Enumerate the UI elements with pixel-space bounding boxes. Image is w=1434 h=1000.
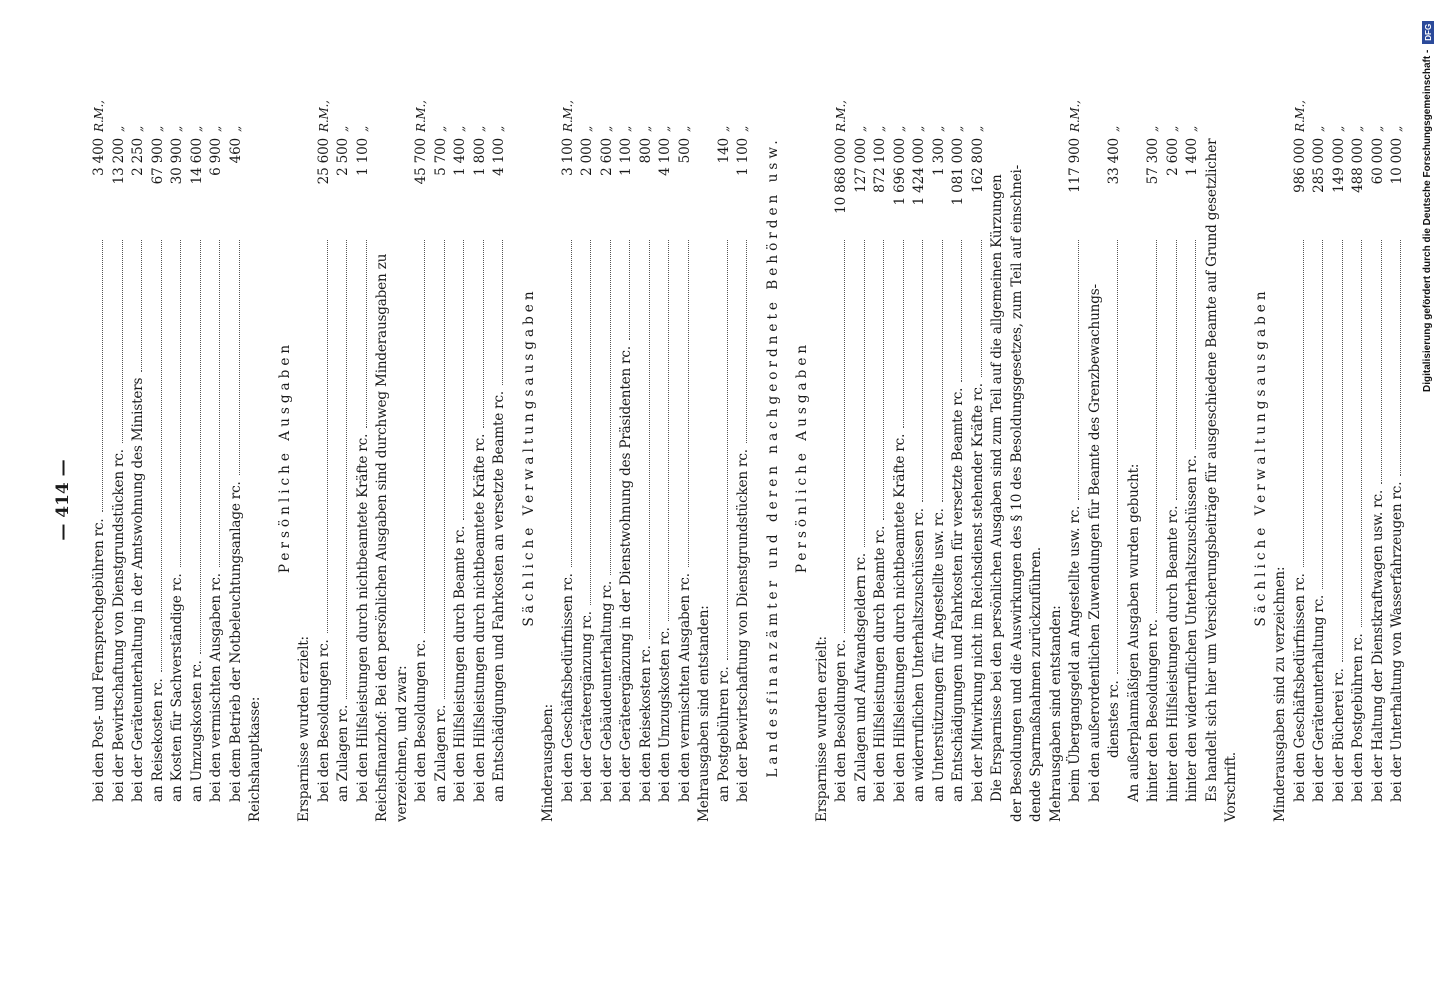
row-unit: „ [1351, 125, 1365, 132]
row-label: bei den Post- und Fernsprechgebühren rc. [91, 518, 107, 802]
row-amount: 1 300 [930, 138, 947, 176]
amount-row [637, 92, 657, 822]
dot-leader [366, 240, 367, 428]
row-label: dienstes rc. [1106, 680, 1122, 758]
row-label: bei den Hilfsleistungen durch Beamte rc. [872, 525, 888, 802]
dot-leader [903, 240, 904, 428]
dot-leader [629, 240, 630, 340]
row-amount: 1 400 [452, 138, 468, 176]
amount-row [949, 92, 969, 822]
dot-leader [219, 240, 220, 567]
row-amount: 10 868 000 [833, 138, 849, 214]
amount-row [1183, 92, 1203, 822]
row-label: an Zulagen rc. [432, 704, 449, 802]
text-line [1271, 92, 1291, 822]
text-line [1027, 92, 1047, 822]
dot-leader [463, 240, 464, 520]
row-label: bei den Umzugskosten rc. [657, 627, 673, 802]
row-label: bei den vermischten Ausgaben rc. [208, 573, 224, 802]
section-heading [793, 92, 813, 822]
text-line [295, 92, 315, 822]
section-heading [276, 92, 296, 822]
amount-row [471, 92, 491, 822]
row-label: bei der Geräteergänzung in der Dienstwohnung des Präsidenten rc. [618, 346, 634, 802]
section-heading [520, 92, 540, 822]
line-text: An außerplanmäßigen Ausgaben wurden gebucht: [1125, 463, 1142, 802]
text-line [393, 92, 413, 822]
dot-leader [346, 240, 347, 699]
text-line [1203, 92, 1223, 822]
row-unit: „ [892, 125, 907, 132]
amount-row [1388, 92, 1408, 822]
row-unit: R.M., [1068, 100, 1082, 132]
heading-text: Sächliche Verwaltungsausgaben [1252, 287, 1269, 627]
dot-leader [727, 240, 728, 660]
line-text: Ersparnisse wurden erzielt: [813, 636, 830, 822]
dot-leader [961, 240, 962, 382]
page-number: — 414 — [53, 459, 73, 541]
row-amount: 30 900 [169, 138, 185, 185]
dot-leader [424, 240, 425, 633]
dot-leader [239, 240, 240, 475]
row-amount: 800 [637, 138, 654, 164]
amount-row [451, 92, 471, 822]
row-amount: 2 500 [335, 138, 351, 176]
line-text: Es handelt sich hier um Versicherungsbeiträge für ausgeschiedene Beamte auf Grund gesetzlicher [1203, 138, 1220, 802]
dot-leader [864, 240, 865, 547]
line-text: Mehrausgaben sind entstanden: [696, 605, 712, 822]
row-unit: „ [677, 125, 692, 132]
amount-row [676, 92, 696, 822]
amount-row [891, 92, 911, 822]
dot-leader [327, 240, 328, 633]
dot-leader [942, 240, 943, 502]
row-unit: R.M., [92, 100, 106, 132]
row-amount: 1 696 000 [891, 138, 908, 206]
amount-row [832, 92, 852, 822]
row-unit: R.M., [316, 100, 331, 132]
dot-leader [922, 240, 923, 502]
row-amount: 25 600 [315, 138, 332, 185]
row-unit: „ [433, 125, 448, 132]
dot-leader [590, 240, 591, 605]
section-heading [1252, 92, 1272, 822]
row-unit: R.M., [560, 100, 575, 132]
row-unit: „ [1146, 125, 1160, 132]
row-unit: „ [599, 125, 614, 132]
row-unit: R.M., [834, 100, 848, 132]
dot-leader [180, 240, 181, 567]
row-unit: „ [658, 125, 672, 132]
row-amount: 2 250 [130, 138, 146, 176]
dot-leader [1322, 240, 1323, 589]
line-text: Ersparnisse wurden erzielt: [296, 636, 312, 822]
row-amount: 1 100 [354, 138, 371, 176]
row-unit: „ [209, 125, 223, 132]
row-label: bei den Postgebühren rc. [1350, 633, 1366, 802]
amount-row [168, 92, 188, 822]
amount-row [315, 92, 335, 822]
line-text: Minderausgaben sind zu verzeichnen: [1272, 566, 1288, 822]
dot-leader [883, 240, 884, 520]
dot-leader [1361, 240, 1362, 627]
dot-leader [102, 240, 103, 513]
line-text: der Besoldungen und die Auswirkungen des § 10 des Besoldungsgesetzes, zum Teil auf einschnei- [1008, 164, 1025, 822]
text-line [1222, 92, 1242, 822]
heading-text: Persönliche Ausgaben [276, 340, 293, 574]
row-label: bei den Hilfsleistungen durch nichtbeamtete Kräfte rc. [354, 433, 371, 802]
row-unit: „ [1185, 125, 1199, 132]
heading-text: Persönliche Ausgaben [794, 340, 810, 574]
dot-leader [746, 240, 747, 443]
dot-leader [1176, 240, 1177, 500]
row-label: an Unterstützungen für Angestellte usw. rc. [930, 508, 947, 802]
amount-row [1349, 92, 1369, 822]
dot-leader [571, 240, 572, 567]
amount-row [110, 92, 130, 822]
heading-text: Landesfinanzämter und deren nachgeordnete Behörden usw. [764, 136, 781, 778]
row-label: hinter den widerruflichen Unterhaltszuschüssen rc. [1184, 454, 1200, 802]
row-unit: „ [492, 125, 506, 132]
row-amount: 57 300 [1145, 138, 1161, 185]
row-label: hinter den Hilfsleistungen durch Beamte rc. [1164, 505, 1181, 802]
row-unit: „ [638, 125, 653, 132]
line-text: bei den außerordentlichen Zuwendungen für Beamte des Grenzbewachungs- [1086, 284, 1103, 802]
row-label: bei den Hilfsleistungen durch nichtbeamtete Kräfte rc. [891, 433, 908, 802]
row-unit: „ [150, 125, 165, 132]
dot-leader [502, 240, 503, 385]
amount-row [188, 92, 208, 822]
amount-row [1144, 92, 1164, 822]
row-label: bei den Besoldungen rc. [413, 639, 429, 802]
row-label: an Zulagen und Aufwandsgeldern rc. [852, 552, 869, 802]
line-text: Minderausgaben: [540, 704, 556, 822]
amount-row [129, 92, 149, 822]
row-unit: R.M., [1292, 100, 1307, 132]
dot-leader [1195, 240, 1196, 449]
text-line [1047, 92, 1067, 822]
row-unit: „ [453, 125, 467, 132]
row-unit: „ [355, 125, 370, 132]
amount-row [1066, 92, 1086, 822]
row-label: beim Übergangsgeld an Angestellte usw. rc. [1067, 505, 1083, 802]
row-label: bei der Geräteunterhaltung rc. [1311, 594, 1327, 802]
text-line [373, 92, 393, 822]
amount-row [227, 92, 247, 822]
dot-leader [1342, 240, 1343, 662]
line-text: dende Sparmaßnahmen zurückzuführen. [1028, 547, 1044, 822]
amount-row [559, 92, 579, 822]
text-line [988, 92, 1008, 822]
row-amount: 14 600 [188, 138, 205, 185]
row-unit: „ [1165, 125, 1180, 132]
amount-row [910, 92, 930, 822]
dot-leader [668, 240, 669, 621]
row-unit: „ [1107, 125, 1121, 132]
dot-leader [1156, 240, 1157, 613]
row-amount: 986 000 [1291, 138, 1308, 193]
row-amount: 149 000 [1330, 138, 1347, 193]
row-unit: „ [336, 125, 350, 132]
row-amount: 872 100 [872, 138, 888, 193]
row-unit: „ [873, 125, 887, 132]
amount-row [969, 92, 989, 822]
row-unit: „ [580, 125, 594, 132]
row-amount: 1 100 [618, 138, 634, 176]
row-label: bei den Geschäftsbedürfnissen rc. [1291, 573, 1308, 802]
row-amount: 4 100 [657, 138, 673, 176]
row-amount: 10 000 [1389, 138, 1405, 185]
row-label: bei den Reisekosten rc. [637, 645, 654, 802]
text-line [1125, 92, 1145, 822]
row-label: bei dem Betrieb der Notbeleuchtungsanlage rc. [227, 481, 244, 802]
amount-row [334, 92, 354, 822]
row-amount: 1 424 000 [911, 138, 927, 206]
section-heading [764, 92, 784, 822]
row-label: bei den Hilfsleistungen durch nichtbeamtete Kräfte rc. [471, 433, 488, 802]
dot-leader [1400, 240, 1401, 476]
row-amount: 117 900 [1067, 138, 1083, 193]
amount-row [598, 92, 618, 822]
text-line [813, 92, 833, 822]
amount-row [354, 92, 374, 822]
line-text: Mehrausgaben sind entstanden: [1047, 605, 1064, 822]
row-amount: 1 400 [1184, 138, 1200, 176]
row-unit: „ [951, 125, 965, 132]
amount-row [715, 92, 735, 822]
dot-leader [1078, 240, 1079, 500]
amount-row [149, 92, 169, 822]
row-amount: 33 400 [1106, 138, 1122, 185]
amount-row [734, 92, 754, 822]
row-label: bei der Bewirtschaftung von Dienstgrundstücken rc. [735, 449, 751, 802]
amount-row [412, 92, 432, 822]
row-unit: R.M., [414, 100, 428, 132]
dot-leader [981, 240, 982, 377]
row-amount: 2 000 [579, 138, 595, 176]
row-unit: „ [170, 125, 184, 132]
row-unit: „ [931, 125, 946, 132]
row-label: bei der Haltung der Dienstkraftwagen usw. rc. [1369, 489, 1386, 802]
row-amount: 488 000 [1350, 138, 1366, 193]
amount-row [1291, 92, 1311, 822]
line-text: Vorschrift. [1223, 751, 1239, 822]
text-line [539, 92, 559, 822]
dot-leader [200, 240, 201, 654]
row-label: bei den Besoldungen rc. [833, 639, 849, 802]
amount-row [90, 92, 110, 822]
row-label: an Zulagen rc. [335, 704, 351, 802]
row-unit: „ [1312, 125, 1326, 132]
amount-row [930, 92, 950, 822]
amount-row [578, 92, 598, 822]
dot-leader [688, 240, 689, 567]
row-amount: 127 000 [852, 138, 869, 193]
row-unit: „ [912, 125, 926, 132]
row-label: an widerruflichen Unterhaltszuschüssen rc. [911, 508, 927, 802]
row-amount: 162 800 [969, 138, 986, 193]
row-unit: „ [228, 125, 243, 132]
row-amount: 140 [715, 138, 732, 164]
amount-row [490, 92, 510, 822]
row-unit: „ [189, 125, 204, 132]
row-unit: „ [970, 125, 985, 132]
amount-row [1330, 92, 1350, 822]
dfg-logo: DFG [1422, 21, 1434, 44]
text-line [1086, 92, 1106, 822]
row-amount: 2 600 [598, 138, 615, 176]
text-line [695, 92, 715, 822]
dot-leader [1381, 240, 1382, 484]
amount-row [852, 92, 872, 822]
row-amount: 2 600 [1164, 138, 1181, 176]
row-amount: 1 100 [735, 138, 751, 176]
row-amount: 460 [227, 138, 244, 164]
funding-note-text: Digitalisierung gefördert durch die Deutsche Forschungsgemeinschaft - [1422, 49, 1433, 392]
row-unit: „ [619, 125, 633, 132]
row-amount: 60 000 [1369, 138, 1386, 185]
amount-row [1164, 92, 1184, 822]
heading-text: Sächliche Verwaltungsausgaben [520, 287, 537, 627]
amount-row [1310, 92, 1330, 822]
amount-row [656, 92, 676, 822]
row-unit: „ [1370, 125, 1385, 132]
row-amount: 1 800 [471, 138, 488, 176]
row-label: an Kosten für Sachverständige rc. [169, 573, 185, 802]
row-amount: 13 200 [110, 138, 127, 185]
row-label: an Entschädigungen und Fahrkosten für versetzte Beamte rc. [950, 387, 966, 802]
document-body [90, 92, 1405, 822]
dot-leader [1117, 240, 1118, 674]
amount-row [207, 92, 227, 822]
row-label: bei den Besoldungen rc. [315, 639, 332, 802]
row-label: hinter den Besoldungen rc. [1145, 619, 1161, 802]
dot-leader [483, 240, 484, 428]
row-unit: „ [716, 125, 731, 132]
dot-leader [844, 240, 845, 633]
dot-leader [610, 240, 611, 575]
row-amount: 5 700 [432, 138, 449, 176]
text-line [246, 92, 266, 822]
amount-row [1369, 92, 1389, 822]
row-label: bei den Hilfsleistungen durch Beamte rc. [452, 525, 468, 802]
row-unit: „ [1390, 125, 1404, 132]
row-amount: 1 081 000 [950, 138, 966, 206]
dot-leader [141, 240, 142, 372]
amount-row [432, 92, 452, 822]
row-label: bei der Mitwirkung nicht im Reichsdienst stehender Kräfte rc. [969, 383, 986, 802]
row-unit: „ [853, 125, 868, 132]
row-unit: „ [472, 125, 487, 132]
row-label: bei der Bücherei rc. [1330, 668, 1347, 802]
amount-row [617, 92, 637, 822]
line-text: Reichshauptkasse: [247, 696, 263, 822]
row-amount: 67 900 [149, 138, 166, 185]
row-unit: „ [1331, 125, 1346, 132]
row-unit: „ [131, 125, 145, 132]
row-unit: „ [111, 125, 126, 132]
dot-leader [161, 240, 162, 672]
row-label: an Umzugskosten rc. [188, 660, 205, 802]
row-amount: 6 900 [208, 138, 224, 176]
dot-leader [1303, 240, 1304, 567]
dot-leader [649, 240, 650, 639]
row-amount: 500 [676, 138, 693, 164]
row-label: bei der Gebäudeunterhaltung rc. [598, 580, 615, 802]
row-label: an Reisekosten rc. [149, 678, 166, 802]
row-amount: 285 000 [1311, 138, 1327, 193]
row-amount: 3 400 [91, 138, 107, 176]
row-label: bei der Geräteunterhaltung in der Amtswohnung des Ministers [130, 377, 146, 802]
amount-row [1105, 92, 1125, 822]
line-text: verzeichnen, und zwar: [393, 665, 410, 822]
amount-row [871, 92, 891, 822]
dot-leader [444, 240, 445, 699]
row-amount: 4 100 [491, 138, 507, 176]
dot-leader [122, 240, 123, 443]
text-line [1008, 92, 1028, 822]
row-label: bei der Geräteergänzung rc. [579, 611, 595, 802]
row-unit: „ [736, 125, 750, 132]
line-text: Reichsfinanzhof: Bei den persönlichen Ausgaben sind durchweg Minderausgaben zu [374, 253, 390, 822]
line-text: Die Ersparnisse bei den persönlichen Ausgaben sind zum Teil auf die allgemeinen Kürzungen [989, 174, 1005, 802]
row-label: bei der Unterhaltung von Wasserfahrzeugen rc. [1389, 481, 1405, 802]
row-label: an Entschädigungen und Fahrkosten an versetzte Beamte rc. [491, 390, 507, 802]
row-label: an Postgebühren rc. [715, 666, 732, 802]
row-amount: 45 700 [413, 138, 429, 185]
row-label: bei der Bewirtschaftung von Dienstgrundstücken rc. [110, 449, 127, 802]
row-label: bei den Geschäftsbedürfnissen rc. [559, 573, 576, 802]
row-label: bei den vermischten Ausgaben rc. [676, 573, 693, 802]
row-amount: 3 100 [559, 138, 576, 176]
digitization-note [1420, 2, 1434, 392]
